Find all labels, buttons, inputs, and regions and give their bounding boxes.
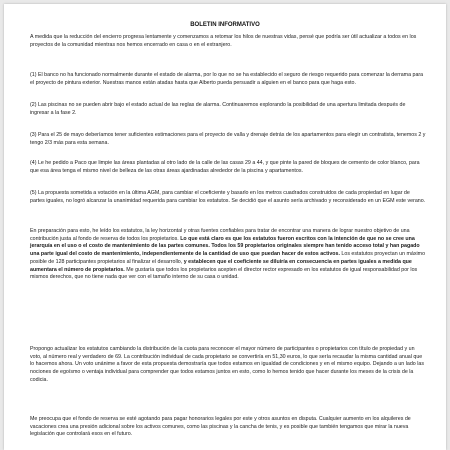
- statutes-closing-text: Me gustaría que todos los propietarios acepten el director rector expresado en los estatutos de igual responsabilidad por los mismos derechos, que no tiene nada que ver con el tamaño interno de su casa o unidad.: [30, 266, 418, 281]
- statutes-text: Los estatutos proyectan un máximo posible de 128 participantes propietarios al finalizar el desarrollo,: [30, 251, 426, 265]
- statutes-bold-text-2: y establecen que el coeficiente se diluiría en consecuencia en partes iguales a medida que aumentara el número de propietarios.: [30, 258, 412, 273]
- statutes-intro-text: En preparación para esto, he leído los estatutos, la ley horizontal y otras fuentes confiables para tratar de encontrar una manera de lograr nuestro objetivo de una contribución justa al fondo de reserva de todos los propietarios.: [30, 228, 410, 242]
- paragraph-intro: A medida que la reducción del encierro progresa lentamente y comenzamos a retomar los hilos de nuestras vidas, pensé que podría ser útil actualizar a todos en los proyectos de la comunidad mientras nos hemos encerrado en casa o en el extranjero.: [30, 34, 417, 48]
- paragraph-statutes: [30, 228, 426, 282]
- paragraph-item-1: (1) El banco no ha funcionado normalmente durante el estado de alarma, por lo que no se ha establecido el seguro de riesgo requerido para comenzar la derrama para el proyecto de pintura exterior. Nuestras manos están atadas hasta que Alberto pueda persuadir a alguien en el banco para que haga esto.: [30, 72, 424, 86]
- paragraph-item-4: (4) Le he pedido a Paco que limpie las áreas plantadas al otro lado de la calle de las casas 29 a 44, y que pinte la pared de bloques de cemento de color blanco, para que esa área tenga el mismo nivel de belleza de las otras áreas ajardinadas alrededor de la piscina y apartamentos.: [30, 160, 420, 174]
- paragraph-reserve-fund: Me preocupa que el fondo de reserva se esté agotando para pagar honorarios legales por este y otros asuntos en disputa. Cualquier aumento en los alquileres de vacaciones crea una presión adicional sobre los activos comunes, como las piscinas y la cancha de tenis, y es posible que también tengamos que mirar la nueva legislación que controlará esos en el futuro.: [30, 416, 411, 438]
- paragraph-item-3: (3) Para el 25 de mayo deberíamos tener suficientes estimaciones para el proyecto de valla y drenaje detrás de los apartamentos para elegir un contratista, tenemos 2 y tengo 2/3 más para esta semana.: [30, 132, 426, 146]
- statutes-bold-text-1: Lo que está claro es que los estatutos fueron escritos con la intención de que no se cree una jerarquía en el uso o el costo de mantenimiento de las partes comunes. Todos los 59 propietarios originales siempre han tenido acceso total y han pagado una parte igual del costo de mantenimiento, independientemente de la cantidad de uso que puedan hacer de estos activos.: [30, 235, 420, 258]
- paragraph-proposal: Propongo actualizar los estatutos cambiando la distribución de la cuota para reconocer el mayor número de participantes o propietarios con título de propiedad y un voto, al número real y verdadero de 69. La contribución individual de cada propietario se convertiría en 51,30 euros, lo que sería recaudar la misma cantidad anual que lo hacemos ahora. Un voto unánime a favor de esta propuesta demostraría que todos estamos en igualdad de condiciones y en el mismo equipo. Dejando a un lado las nociones de egoísmo o ventaja individual para comprender que todos estamos juntos en esto, como lo hemos tenido que hacer durante los meses de la crisis de la codicia.: [30, 346, 424, 383]
- paragraph-item-2: (2) Las piscinas no se pueden abrir bajo el estado actual de las reglas de alarma. Continuaremos explorando la posibilidad de una apertura limitada después de ingresar a la fase 2.: [30, 102, 406, 116]
- document-title: BOLETIN INFORMATIVO: [190, 22, 260, 28]
- paragraph-item-5: (5) La propuesta sometida a votación en la última AGM, para cambiar el coeficiente y basarlo en los metros cuadrados construidos de cada propiedad en lugar de partes iguales, no logró alcanzar la unanimidad requerida para cambiar los estatutos. Se decidió que el asunto sería archivado y reconsiderado en un EGM este verano.: [30, 190, 426, 204]
- document-page: [4, 4, 446, 450]
